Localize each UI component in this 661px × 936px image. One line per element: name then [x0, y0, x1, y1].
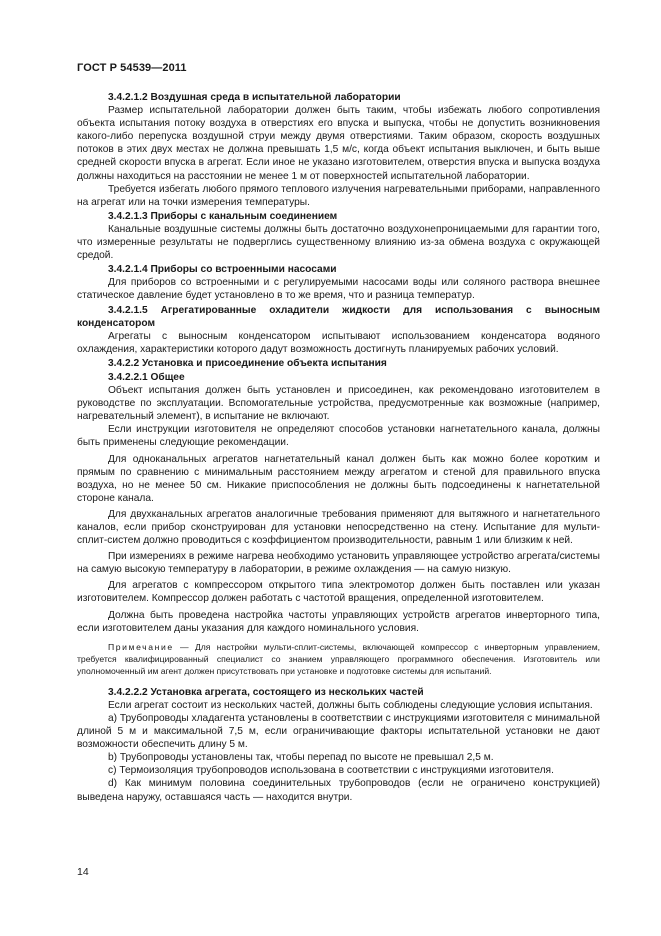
section-heading: 3.4.2.1.4 Приборы со встроенными насосами	[108, 264, 337, 276]
list-item: a) Трубопроводы хладагента установлены в соответствии с инструкциями изготовителя с минимальной длиной 5 м и максимальной 7,5 м, если ограничивающие факторы испытательной установки не дают возможности обеспечить длину 5 м.	[77, 712, 600, 751]
list-item: c) Термоизоляция трубопроводов использована в соответствии с инструкциями изготовителя.	[108, 765, 554, 777]
paragraph: Для двухканальных агрегатов аналогичные требования применяют для вытяжного и нагнетательного каналов, если прибор сконструирован для установки непосредственно на стену. Испытание для мульти-сплит-систем должно проводиться с коэффициентом производительности, равным 1 или близким к ней.	[77, 508, 600, 547]
list-item: b) Трубопроводы установлены так, чтобы перепад по высоте не превышал 2,5 м.	[108, 752, 494, 764]
page-number: 14	[77, 866, 89, 878]
document-body	[77, 90, 600, 804]
document-header: ГОСТ Р 54539—2011	[77, 62, 187, 74]
note-label: Примечание	[108, 641, 174, 652]
paragraph: Требуется избегать любого прямого теплового излучения нагревательными приборами, направленного на агрегат или на точки измерения температуры.	[77, 183, 600, 208]
paragraph: Для приборов со встроенными и с регулируемыми насосами воды или соляного раствора внешнее статическое давление будет установлено в то же время, что и разница температур.	[77, 277, 600, 302]
note	[77, 641, 600, 677]
paragraph: Объект испытания должен быть установлен и присоединен, как рекомендовано изготовителем в руководстве по эксплуатации. Вспомогательные устройства, предусмотренные как возможные (например, нагревательный элемент), в испытание не включают.	[77, 385, 600, 423]
paragraph: При измерениях в режиме нагрева необходимо установить управляющее устройство агрегата/системы на самую высокую температуру в лаборатории, в режиме охлаждения — на самую низкую.	[77, 551, 600, 576]
section-heading: 3.4.2.2.1 Общее	[108, 371, 185, 383]
paragraph: Для одноканальных агрегатов нагнетательный канал должен быть как можно более коротким и прямым по сравнению с минимальным расстоянием между агрегатом и стеной для правильного впуска воздуха, но не менее 50 см. Никакие приспособления не должны быть подсоединены к нагнетательной стороне канала.	[77, 453, 600, 504]
list-item: d) Как минимум половина соединительных трубопроводов (если не ограничено конструкцией) выведена наружу, оставшаяся часть — находится внутри.	[77, 778, 600, 803]
paragraph: Агрегаты с выносным конденсатором испытывают использованием конденсатора водяного охлаждения, характеристики которого дадут возможность достигнуть планируемых рабочих условий.	[77, 330, 600, 355]
section-heading: 3.4.2.2 Установка и присоединение объекта испытания	[108, 357, 387, 369]
paragraph: Размер испытательной лаборатории должен быть таким, чтобы избежать любого сопротивления объекта испытания потоку воздуха в отверстиях его впуска и выпуска, чтобы не допустить возникновения какого-либо перепуска воздушной струи между двумя отверстиями. Таким образом, скорость воздушных потоков в этих двух местах не должна превышать 1,5 м/с, когда объект испытания выключен, и быть выше средней скорости впуска в агрегат. Если иное не указано изготовителем, отверстия впуска и выпуска воздуха должны находиться на расстоянии не менее 1 м от поверхностей испытательной лаборатории.	[77, 105, 600, 182]
note-text: — Для настройки мульти-сплит-системы, включающей компрессор с инверторным управлением, требуется квалифицированный специалист со знанием управляющего программного обеспечения. Изготовитель или уполномоченный им агент должен присутствовать при установке и подготовке системы для испытаний.	[77, 641, 600, 676]
section-heading: 3.4.2.2.2 Установка агрегата, состоящего из нескольких частей	[108, 686, 424, 698]
paragraph: Для агрегатов с компрессором открытого типа электромотор должен быть поставлен или указан изготовителем. Компрессор должен работать с частотой вращения, определенной изготовителем.	[77, 580, 600, 605]
section-heading: 3.4.2.1.3 Приборы с канальным соединением	[108, 210, 338, 222]
paragraph: Если инструкции изготовителя не определяют способов установки нагнетательного канала, должны быть применены следующие рекомендации.	[77, 424, 600, 449]
paragraph: Если агрегат состоит из нескольких частей, должны быть соблюдены следующие условия испытания.	[108, 699, 593, 711]
section-heading: 3.4.2.1.5 Агрегатированные охладители жидкости для использования с выносным конденсатором	[77, 304, 600, 329]
paragraph: Канальные воздушные системы должны быть достаточно воздухонепроницаемыми для гарантии того, что измеренные результаты не подверглись существенному влиянию из-за обмена воздуха с окружающей средой.	[77, 223, 600, 262]
section-heading: 3.4.2.1.2 Воздушная среда в испытательной лаборатории	[108, 92, 401, 103]
paragraph: Должна быть проведена настройка частоты управляющих устройств агрегатов инверторного типа, если изготовителем даны указания для каждого номинального условия.	[77, 609, 600, 634]
